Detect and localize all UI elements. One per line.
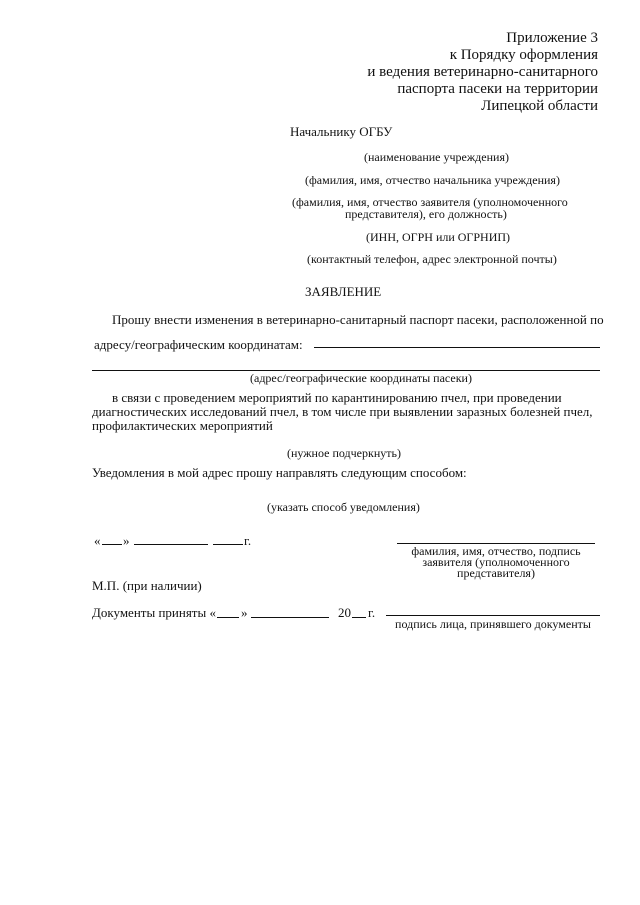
date-year-line [213,544,243,545]
reason-line-2: диагностических исследований пчел, в том числе при выявлении заразных болезней пчел, [92,404,593,419]
docs-accepted-label: Документы приняты « [92,605,216,620]
receiver-signature-line [386,615,600,616]
header-line-1: Приложение 3 [506,30,598,46]
header-line-2: к Порядку оформления [449,47,598,63]
sign-caption-line-1: фамилия, имя, отчество, подпись [411,544,581,558]
stamp-note: М.П. (при наличии) [92,578,202,593]
date-month-line [134,544,208,545]
ids-caption: (ИНН, ОГРН или ОГРНИП) [366,230,511,244]
header-line-5: Липецкой области [481,98,598,114]
notify-caption: (указать способ уведомления) [267,500,420,514]
document-title: ЗАЯВЛЕНИЕ [305,284,382,299]
docs-year-prefix: 20 [338,605,351,620]
sign-caption-line-2: заявителя (уполномоченного [422,555,570,569]
header-line-3: и ведения ветеринарно-санитарного [367,64,598,80]
institution-caption: (наименование учреждения) [364,150,509,164]
docs-day-line [217,617,239,618]
applicant-caption-line-2: представителя), его должность) [345,207,507,221]
reason-line-1: в связи с проведением мероприятий по карантинированию пчел, при проведении [112,390,562,405]
addressee-to: Начальнику ОГБУ [290,124,393,139]
header-line-4: паспорта пасеки на территории [397,81,598,97]
docs-year-suffix: г. [368,605,376,620]
request-line: Прошу внести изменения в ветеринарно-санитарный паспорт пасеки, расположенной по [112,312,604,327]
notify-line: Уведомления в мой адрес прошу направлять следующим способом: [92,465,467,480]
receiver-caption: подпись лица, принявшего документы [395,617,591,631]
chief-caption: (фамилия, имя, отчество начальника учреждения) [305,173,560,187]
address-caption: (адрес/географические координаты пасеки) [250,371,472,385]
address-label: адресу/географическим координатам: [94,337,303,352]
date-day-line [102,544,122,545]
reason-line-3: профилактических мероприятий [92,418,273,433]
applicant-caption-line-1: (фамилия, имя, отчество заявителя (уполномоченного [292,195,568,209]
docs-year-line [352,617,366,618]
date-open-quote: « [94,533,101,548]
underline-caption: (нужное подчеркнуть) [287,446,401,460]
address-field-line [314,347,600,348]
contacts-caption: (контактный телефон, адрес электронной почты) [307,252,557,266]
date-close-quote: » [123,533,130,548]
date-year-suffix: г. [244,533,252,548]
sign-caption-line-3: представителя) [457,566,535,580]
docs-close-quote: » [241,605,248,620]
docs-month-line [251,617,329,618]
